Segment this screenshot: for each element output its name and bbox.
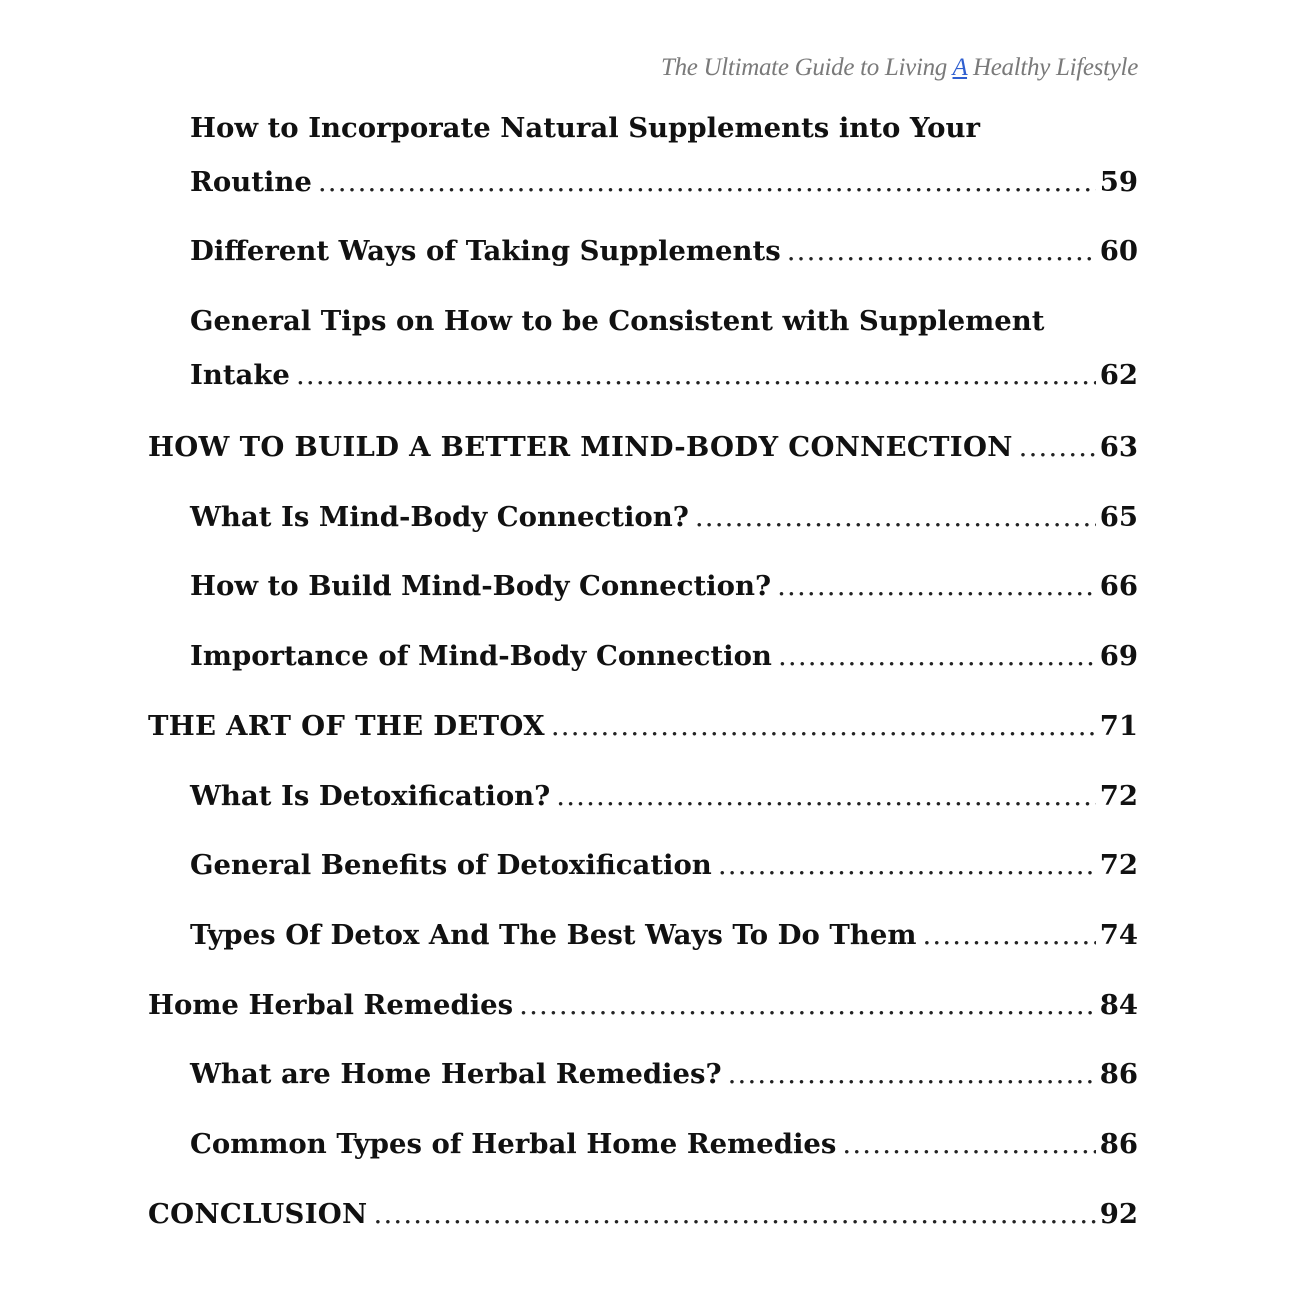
toc-entry-title: Importance of Mind-Body Connection xyxy=(190,640,772,672)
running-header-link[interactable]: A xyxy=(952,54,968,81)
toc-entry[interactable] xyxy=(190,1117,1138,1171)
toc-dot-leader xyxy=(318,155,1096,209)
toc-page-number: 92 xyxy=(1099,1198,1138,1230)
toc-entry-title-line1: General Tips on How to be Consistent with Supplement xyxy=(190,305,1045,337)
toc-entry[interactable] xyxy=(190,769,1138,823)
toc-page-number: 60 xyxy=(1099,235,1138,267)
toc-dot-leader xyxy=(551,699,1096,753)
toc-page-number: 86 xyxy=(1099,1058,1138,1090)
toc-entry[interactable] xyxy=(190,908,1138,962)
toc-page-number: 84 xyxy=(1099,989,1138,1021)
toc-page-number: 86 xyxy=(1099,1128,1138,1160)
toc-entry[interactable] xyxy=(190,101,1138,209)
toc-page-number: 66 xyxy=(1099,570,1138,602)
running-header xyxy=(661,54,1138,82)
toc-chapter-title: Home Herbal Remedies xyxy=(148,989,514,1021)
toc-dot-leader xyxy=(922,908,1095,962)
toc-entry[interactable] xyxy=(190,629,1138,683)
toc-entry-title-line1: How to Incorporate Natural Supplements into Your xyxy=(190,112,980,144)
toc-entry-title: What Is Mind-Body Connection? xyxy=(190,501,689,533)
running-header-text-end: Healthy Lifestyle xyxy=(967,54,1138,81)
toc-page-number: 59 xyxy=(1099,166,1138,198)
toc-dot-leader xyxy=(296,348,1096,402)
toc-chapter-entry[interactable] xyxy=(148,1187,1138,1241)
toc-entry-title: Routine xyxy=(190,166,312,198)
toc-entry-title: Different Ways of Taking Supplements xyxy=(190,235,781,267)
toc-page-number: 74 xyxy=(1099,919,1138,951)
toc-entry-title: Common Types of Herbal Home Remedies xyxy=(190,1128,837,1160)
toc-dot-leader xyxy=(787,224,1096,278)
toc-dot-leader xyxy=(695,490,1096,544)
toc-page-number: 69 xyxy=(1099,640,1138,672)
toc-entry[interactable] xyxy=(190,1047,1138,1101)
toc-entry[interactable] xyxy=(190,490,1138,544)
toc-chapter-entry[interactable] xyxy=(148,420,1138,474)
toc-chapter-entry[interactable] xyxy=(148,978,1138,1032)
toc-entry-title: Intake xyxy=(190,359,290,391)
toc-page-number: 63 xyxy=(1099,431,1138,463)
toc-dot-leader xyxy=(778,629,1096,683)
toc-entry-title: What are Home Herbal Remedies? xyxy=(190,1058,722,1090)
toc-page-number: 62 xyxy=(1099,359,1138,391)
toc-page-number: 72 xyxy=(1099,780,1138,812)
toc-chapter-title: CONCLUSION xyxy=(148,1198,368,1230)
toc-entry[interactable] xyxy=(190,838,1138,892)
toc-dot-leader xyxy=(519,978,1096,1032)
toc-dot-leader xyxy=(1019,420,1096,474)
toc-entry[interactable] xyxy=(190,294,1138,402)
toc-page-number: 65 xyxy=(1099,501,1138,533)
toc-entry-title: How to Build Mind-Body Connection? xyxy=(190,570,772,602)
toc-dot-leader xyxy=(556,769,1095,823)
toc-dot-leader xyxy=(728,1047,1096,1101)
toc-dot-leader xyxy=(718,838,1096,892)
toc-chapter-title: HOW TO BUILD A BETTER MIND-BODY CONNECTION xyxy=(148,431,1013,463)
toc-dot-leader xyxy=(777,559,1096,613)
toc-dot-leader xyxy=(842,1117,1095,1171)
toc-dot-leader xyxy=(374,1187,1096,1241)
toc-chapter-entry[interactable] xyxy=(148,699,1138,753)
toc-chapter-title: THE ART OF THE DETOX xyxy=(148,710,545,742)
running-header-text: The Ultimate Guide to Living xyxy=(660,54,953,81)
toc-page-number: 72 xyxy=(1099,849,1138,881)
toc-entry[interactable] xyxy=(190,559,1138,613)
toc-entry-title: Types Of Detox And The Best Ways To Do Them xyxy=(190,919,917,951)
toc-page-number: 71 xyxy=(1099,710,1138,742)
toc-entry-title: General Benefits of Detoxification xyxy=(190,849,712,881)
toc-entry[interactable] xyxy=(190,224,1138,278)
toc-entry-title: What Is Detoxification? xyxy=(190,780,551,812)
